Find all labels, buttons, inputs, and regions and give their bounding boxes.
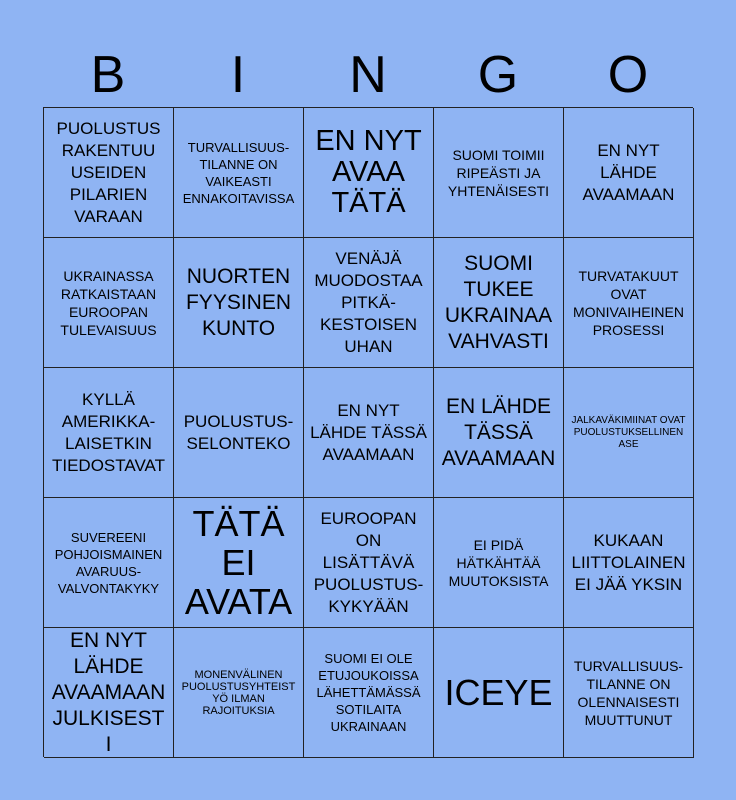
bingo-cell[interactable] [174,238,304,368]
cell-text: TURVALLISUUS-TILANNE ON OLENNAISESTI MUUTTUNUT [573,657,684,728]
cell-text: EN NYT AVAA TÄTÄ [315,125,422,219]
header-letter-i: I [230,46,246,104]
cell-text: EI PIDÄ HÄTKÄHTÄÄ MUUTOKSISTA [448,536,549,589]
cell-text: SUOMI TOIMII RIPEÄSTI JA YHTENÄISESTI [447,146,550,199]
bingo-cell[interactable] [44,628,174,758]
bingo-cell[interactable] [44,108,174,238]
bingo-cell[interactable] [44,498,174,628]
bingo-cell[interactable] [174,108,304,238]
cell-text: SUVEREENI POHJOISMAINEN AVARUUS-VALVONTAKYKY [54,529,163,596]
bingo-cell[interactable] [304,368,434,498]
bingo-cell[interactable] [304,628,434,758]
cell-text: KUKAAN LIITTOLAINEN EI JÄÄ YKSIN [571,530,686,594]
bingo-cell[interactable] [564,368,694,498]
bingo-header [43,45,693,105]
cell-text: KYLLÄ AMERIKKA-LAISETKIN TIEDOSTAVAT [51,389,166,475]
bingo-cell[interactable] [44,368,174,498]
cell-text: TURVATAKUUT OVAT MONIVAIHEINEN PROSESSI [573,267,684,338]
bingo-cell[interactable] [434,628,564,758]
bingo-cell[interactable] [44,238,174,368]
cell-text: VENÄJÄ MUODOSTAA PITKÄ-KESTOISEN UHAN [314,248,423,356]
header-letter-g: G [477,46,519,104]
bingo-cell[interactable] [434,108,564,238]
bingo-cell[interactable] [564,498,694,628]
cell-text: ICEYE [444,672,553,713]
cell-text: SUOMI TUKEE UKRAINAA VAHVASTI [444,251,553,353]
cell-text: TÄTÄ EI AVATA [184,503,293,622]
cell-text: PUOLUSTUS-SELONTEKO [183,411,294,453]
cell-text: UKRAINASSA RATKAISTAAN EUROOPAN TULEVAISUUS [60,267,157,338]
bingo-cell[interactable] [434,368,564,498]
cell-text: EUROOPAN ON LISÄTTÄVÄ PUOLUSTUS-KYKYÄÄN [313,508,424,616]
bingo-cell[interactable] [304,108,434,238]
cell-text: SUOMI EI OLE ETUJOUKOISSA LÄHETTÄMÄSSÄ SOTILAITA UKRAINAAN [316,651,421,734]
cell-text: MONENVÄLINEN PUOLUSTUSYHTEISTYÖ ILMAN RAJOITUKSIA [181,668,296,717]
bingo-cell[interactable] [564,628,694,758]
cell-text: PUOLUSTUS RAKENTUU USEIDEN PILARIEN VARAAN [56,118,161,226]
bingo-cell[interactable] [434,498,564,628]
cell-text: EN NYT LÄHDE AVAAMAAN JULKISESTI [51,628,166,756]
cell-text: NUORTEN FYYSINEN KUNTO [185,264,292,340]
bingo-cell[interactable] [304,238,434,368]
cell-text: JALKAVÄKIMIINAT OVAT PUOLUSTUKSELLINEN ASE [571,414,686,450]
header-letter-o: O [607,46,649,104]
cell-text: TURVALLISUUS-TILANNE ON VAIKEASTI ENNAKOITAVISSA [182,139,295,206]
cell-text: EN NYT LÄHDE TÄSSÄ AVAAMAAN [310,400,427,464]
bingo-cell[interactable] [434,238,564,368]
bingo-cell[interactable] [174,628,304,758]
cell-text: EN LÄHDE TÄSSÄ AVAAMAAN [441,394,556,470]
cell-text: EN NYT LÄHDE AVAAMAAN [582,140,675,204]
header-letter-n: N [349,46,387,104]
bingo-cell[interactable] [564,238,694,368]
header-letter-b: B [90,46,126,104]
bingo-cell[interactable] [174,498,304,628]
bingo-cell[interactable] [304,498,434,628]
bingo-board [43,107,693,757]
bingo-cell[interactable] [564,108,694,238]
bingo-cell[interactable] [174,368,304,498]
